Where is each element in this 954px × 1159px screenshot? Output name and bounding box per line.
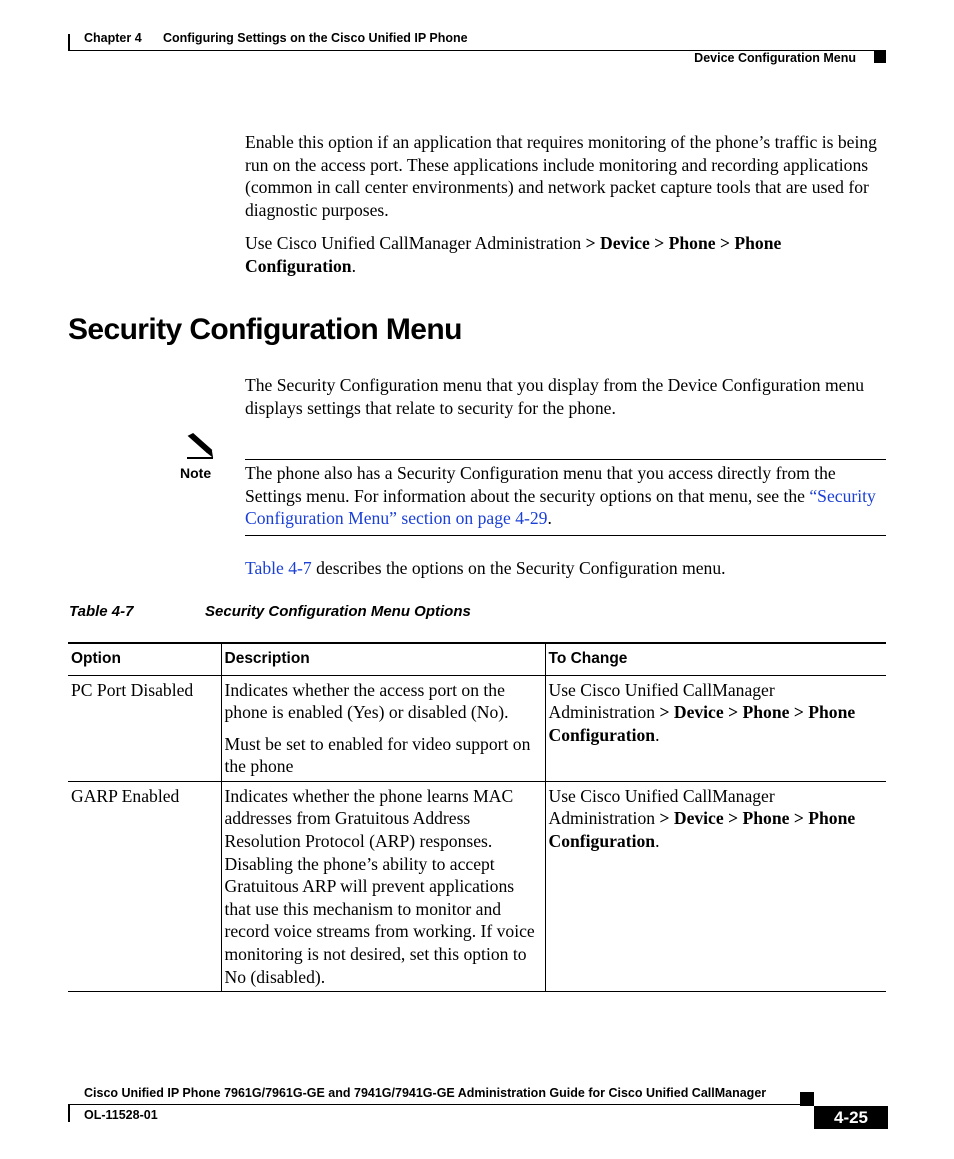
to-change-prefix: Use Cisco Unified CallManager Administration xyxy=(548,679,775,723)
intro-path-prefix: Use Cisco Unified CallManager Administration xyxy=(245,233,586,253)
footer-page-number: 4-25 xyxy=(814,1106,888,1129)
pencil-note-icon xyxy=(185,432,215,460)
note-text-after: . xyxy=(547,508,552,529)
to-change-path: > Device > Phone > Phone Configuration xyxy=(548,808,856,852)
security-config-menu-link[interactable]: “Security Configuration Menu” section on page 4-29 xyxy=(245,485,876,529)
column-header-option: Option xyxy=(68,643,221,675)
to-change-suffix: . xyxy=(655,831,660,852)
note-text xyxy=(245,462,886,530)
note-label: Note xyxy=(180,465,212,481)
description-text: Indicates whether the access port on the phone is enabled (Yes) or disabled (No). xyxy=(224,679,509,723)
to-change-path: > Device > Phone > Phone Configuration xyxy=(548,702,856,745)
description-cell xyxy=(221,675,545,781)
note-rule-bottom xyxy=(245,535,886,536)
footer-rule-vertical xyxy=(68,1105,70,1122)
table-caption-title: Security Configuration Menu Options xyxy=(205,603,471,620)
to-change-cell xyxy=(545,781,886,991)
header-marker-box xyxy=(874,51,886,63)
to-change-prefix: Use Cisco Unified CallManager Administration xyxy=(548,785,775,829)
section-heading: Security Configuration Menu xyxy=(68,313,462,346)
header-section-title: Device Configuration Menu xyxy=(694,51,856,65)
column-header-description: Description xyxy=(221,643,545,675)
security-options-table xyxy=(68,642,886,992)
intro-menu-path-paragraph xyxy=(245,232,805,277)
option-cell: GARP Enabled xyxy=(68,781,221,991)
header-chapter-title: Configuring Settings on the Cisco Unified IP Phone xyxy=(163,31,468,45)
section-description: The Security Configuration menu that you display from the Device Configuration menu displays settings that relate to security for the phone. xyxy=(245,375,865,418)
description-text: Must be set to enabled for video support on the phone xyxy=(224,733,531,777)
header-rule-vertical xyxy=(68,34,70,50)
description-cell xyxy=(221,781,545,991)
table-reference-paragraph xyxy=(245,557,890,580)
table-4-7-link[interactable]: Table 4-7 xyxy=(245,558,312,578)
table-header-row xyxy=(68,643,886,675)
column-header-to-change: To Change xyxy=(545,643,886,675)
note-text-before: The phone also has a Security Configuration menu that you access directly from the Settings menu. For information about the security options on that menu, see the xyxy=(245,463,836,506)
to-change-cell xyxy=(545,675,886,781)
intro-path: > Device > Phone > Phone Configuration xyxy=(245,233,782,276)
option-cell: PC Port Disabled xyxy=(68,675,221,781)
footer-doc-number: OL-11528-01 xyxy=(84,1108,158,1122)
table-reference-text: describes the options on the Security Configuration menu. xyxy=(311,558,726,578)
intro-path-suffix: . xyxy=(351,255,356,276)
footer-guide-title: Cisco Unified IP Phone 7961G/7961G-GE and 7941G/7941G-GE Administration Guide for Cisco Unified CallManager xyxy=(84,1086,767,1100)
description-text: Indicates whether the phone learns MAC addresses from Gratuitous Address Resolution Protocol (ARP) responses. Disabling the phone’s ability to accept Gratuitous ARP will prevent applications that use this mechanism to monitor and record voice streams from working. If voice monitoring is not desired, set this option to No (disabled). xyxy=(224,785,535,987)
intro-paragraph: Enable this option if an application that requires monitoring of the phone’s traffic is being run on the access port. These applications include monitoring and recording applications (common in call center environments) and network packet capture tools that are used for diagnostic purposes. xyxy=(245,132,877,220)
table-row xyxy=(68,675,886,781)
header-chapter: Chapter 4 xyxy=(84,31,142,45)
footer-rule xyxy=(68,1104,813,1105)
note-rule-top xyxy=(245,459,886,460)
to-change-suffix: . xyxy=(655,724,660,745)
table-caption-number: Table 4-7 xyxy=(69,603,134,620)
table-row xyxy=(68,781,886,991)
